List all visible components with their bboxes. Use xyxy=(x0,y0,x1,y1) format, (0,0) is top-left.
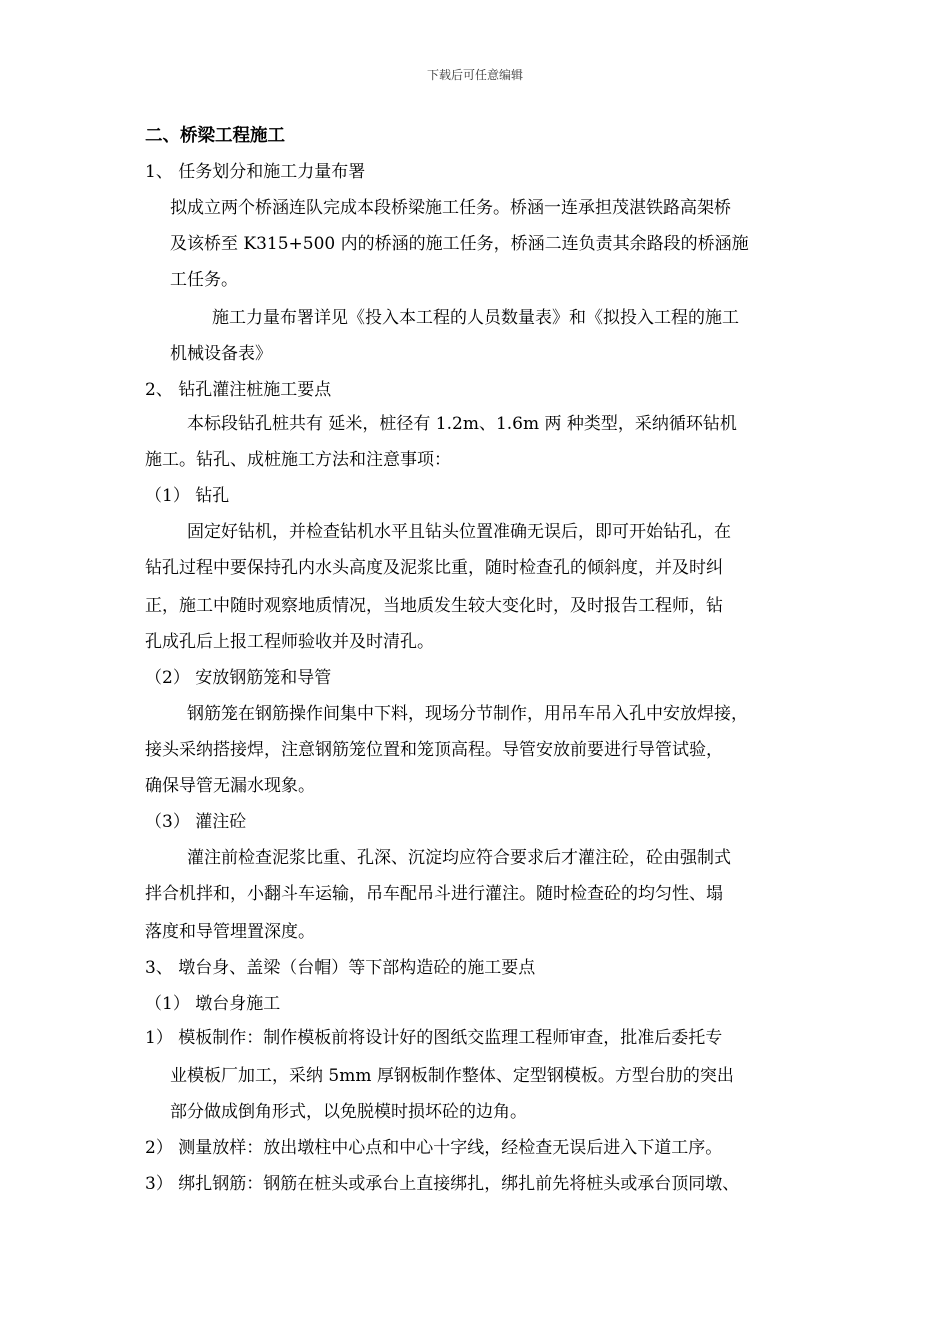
s1-heading: 1、 任务划分和施工力量布署 xyxy=(145,162,366,182)
s1-p1-line1: 拟成立两个桥涵连队完成本段桥梁施工任务。桥涵一连承担茂湛铁路高架桥 xyxy=(170,198,731,218)
s3-1-heading: （1） 墩台身施工 xyxy=(145,994,281,1014)
s1-p2-line2: 机械设备表》 xyxy=(170,344,272,364)
s3-item2-line1: 2） 测量放样：放出墩柱中心点和中心十字线，经检查无误后进入下道工序。 xyxy=(145,1138,723,1158)
s2-3-heading: （3） 灌注砼 xyxy=(145,812,247,832)
s2-heading: 2、 钻孔灌注桩施工要点 xyxy=(145,380,332,400)
s3-item3-line1: 3） 绑扎钢筋：钢筋在桩头或承台上直接绑扎，绑扎前先将桩头或承台顶同墩、 xyxy=(145,1174,740,1194)
s3-item1-line1: 1） 模板制作：制作模板前将设计好的图纸交监理工程师审查，批准后委托专 xyxy=(145,1028,723,1048)
s2-3-line2: 拌合机拌和，小翻斗车运输，吊车配吊斗进行灌注。随时检查砼的均匀性、塌 xyxy=(145,884,723,904)
s2-2-line2: 接头采纳搭接焊，注意钢筋笼位置和笼顶高程。导管安放前要进行导管试验， xyxy=(145,740,723,760)
s3-heading: 3、 墩台身、盖梁（台帽）等下部构造砼的施工要点 xyxy=(145,958,536,978)
section-title: 二、桥梁工程施工 xyxy=(145,126,285,146)
s2-1-line4: 孔成孔后上报工程师验收并及时清孔。 xyxy=(145,632,434,652)
s2-p1-line1: 本标段钻孔桩共有 延米，桩径有 1.2m、1.6m 两 种类型，采纳循环钻机 xyxy=(187,414,737,434)
s2-3-line3: 落度和导管埋置深度。 xyxy=(145,922,315,942)
s2-1-line3: 正，施工中随时观察地质情况，当地质发生较大变化时，及时报告工程师，钻 xyxy=(145,596,723,616)
s2-1-heading: （1） 钻孔 xyxy=(145,486,230,506)
s1-p2-line1: 施工力量布署详见《投入本工程的人员数量表》和《拟投入工程的施工 xyxy=(212,308,739,328)
s2-1-line2: 钻孔过程中要保持孔内水头高度及泥浆比重，随时检查孔的倾斜度，并及时纠 xyxy=(145,558,723,578)
s3-item1-line3: 部分做成倒角形式，以免脱模时损坏砼的边角。 xyxy=(170,1102,527,1122)
s2-2-line1: 钢筋笼在钢筋操作间集中下料，现场分节制作，用吊车吊入孔中安放焊接， xyxy=(187,704,748,724)
s2-2-line3: 确保导管无漏水现象。 xyxy=(145,776,315,796)
s2-1-line1: 固定好钻机，并检查钻机水平且钻头位置准确无误后，即可开始钻孔，在 xyxy=(187,522,731,542)
s2-2-heading: （2） 安放钢筋笼和导管 xyxy=(145,668,332,688)
s3-item1-line2: 业模板厂加工，采纳 5mm 厚钢板制作整体、定型钢模板。方型台肋的突出 xyxy=(170,1066,734,1086)
s2-3-line1: 灌注前检查泥浆比重、孔深、沉淀均应符合要求后才灌注砼，砼由强制式 xyxy=(187,848,731,868)
s2-p1-line2: 施工。钻孔、成桩施工方法和注意事项： xyxy=(145,450,451,470)
s1-p1-line2: 及该桥至 K315+500 内的桥涵的施工任务，桥涵二连负责其余路段的桥涵施 xyxy=(170,234,749,254)
s1-p1-line3: 工任务。 xyxy=(170,270,238,290)
header-watermark: 下载后可任意编辑 xyxy=(426,68,523,82)
